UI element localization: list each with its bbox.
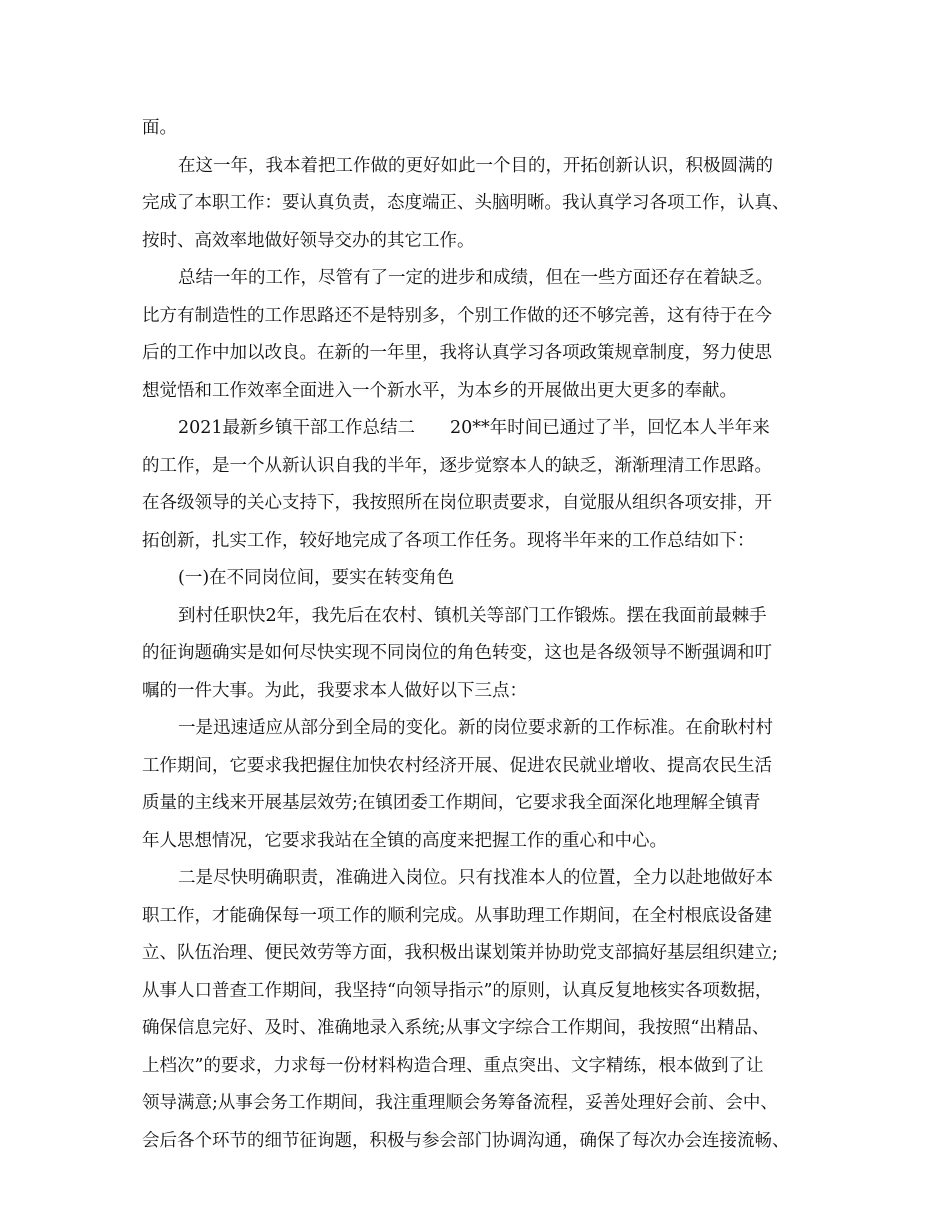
text-line: 年人思想情况，它要求我站在全镇的高度来把握工作的重心和中心。 bbox=[142, 830, 667, 851]
text-line: 上档次”的要求，力求每一份材料构造合理、重点突出、文字精练，根本做到了让 bbox=[142, 1055, 764, 1076]
text-line: 比方有制造性的工作思路还不是特别多，个别工作做的还不够完善，这有待于在今 bbox=[142, 305, 772, 326]
text-line: 到村任职快2年，我先后在农村、镇机关等部门工作锻炼。摆在我面前最棘手 bbox=[178, 605, 767, 626]
text-line: 按时、高效率地做好领导交办的其它工作。 bbox=[142, 230, 475, 251]
text-line: 在各级领导的关心支持下，我按照所在岗位职责要求，自觉服从组织各项安排，开 bbox=[142, 493, 772, 513]
text-line: 想觉悟和工作效率全面进入一个新水平，为本乡的开展做出更大更多的奉献。 bbox=[142, 380, 737, 401]
text-line: 2021最新乡镇干部工作总结二 20**年时间已通过了半，回忆本人半年来 bbox=[178, 418, 770, 438]
text-line: 在这一年，我本着把工作做的更好如此一个目的，开拓创新认识，积极圆满的 bbox=[178, 155, 773, 176]
document-page bbox=[142, 110, 822, 1160]
text-line: 职工作，才能确保每一项工作的顺利完成。从事助理工作期间，在全村根底设备建 bbox=[142, 905, 772, 926]
text-line: 拓创新，扎实工作，较好地完成了各项工作任务。现将半年来的工作总结如下： bbox=[142, 530, 755, 551]
text-line: 立、队伍治理、便民效劳等方面，我积极出谋划策并协助党支部搞好基层组织建立; bbox=[142, 943, 778, 963]
text-line: 面。 bbox=[142, 118, 177, 138]
text-line: 后的工作中加以改良。在新的一年里，我将认真学习各项政策规章制度，努力使思 bbox=[142, 343, 772, 363]
text-line: 从事人口普查工作期间，我坚持“向领导指示”的原则，认真反复地核实各项数据， bbox=[142, 980, 773, 1001]
text-line: 工作期间，它要求我把握住加快农村经济开展、促进农民就业增收、提高农民生活 bbox=[142, 755, 772, 776]
text-line: 完成了本职工作：要认真负责，态度端正、头脑明晰。我认真学习各项工作，认真、 bbox=[142, 193, 790, 213]
section-heading: (一)在不同岗位间，要实在转变角色 bbox=[178, 568, 455, 588]
text-line: 二是尽快明确职责，准确进入岗位。只有找准本人的位置，全力以赴地做好本 bbox=[178, 868, 773, 888]
text-line: 的工作，是一个从新认识自我的半年，逐步觉察本人的缺乏，渐渐理清工作思路。 bbox=[142, 455, 772, 476]
text-line: 确保信息完好、及时、准确地录入系统;从事文字综合工作期间，我按照“出精品、 bbox=[142, 1018, 770, 1038]
text-line: 会后各个环节的细节征询题，积极与参会部门协调沟通，确保了每次办会连接流畅、 bbox=[142, 1130, 790, 1151]
text-line: 质量的主线来开展基层效劳;在镇团委工作期间，它要求我全面深化地理解全镇青 bbox=[142, 793, 761, 813]
text-line: 的征询题确实是如何尽快实现不同岗位的角色转变，这也是各级领导不断强调和叮 bbox=[142, 643, 772, 663]
text-line: 嘱的一件大事。为此，我要求本人做好以下三点： bbox=[142, 680, 527, 701]
text-line: 总结一年的工作，尽管有了一定的进步和成绩，但在一些方面还存在着缺乏。 bbox=[178, 268, 773, 288]
text-line: 领导满意;从事会务工作期间，我注重理顺会务筹备流程，妥善处理好会前、会中、 bbox=[142, 1093, 778, 1113]
text-line: 一是迅速适应从部分到全局的变化。新的岗位要求新的工作标准。在俞耿村村 bbox=[178, 718, 773, 738]
